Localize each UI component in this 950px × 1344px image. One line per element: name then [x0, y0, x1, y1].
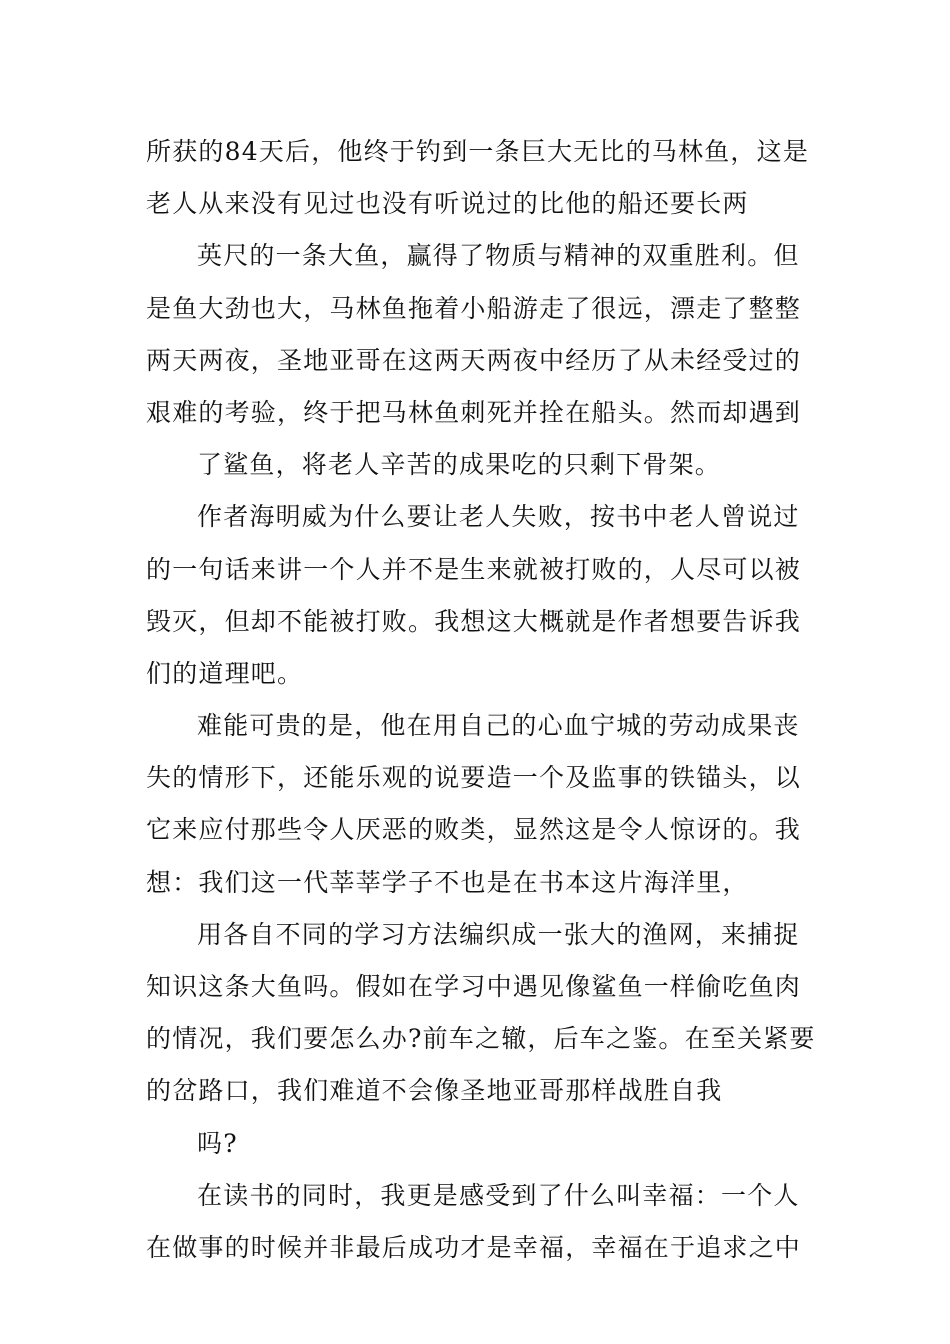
text-line: 作者海明威为什么要让老人失败，按书中老人曾说过	[197, 502, 800, 532]
text-line: 毁灭，但却不能被打败。我想这大概就是作者想要告诉我	[146, 606, 802, 636]
text-line: 知识这条大鱼吗。假如在学习中遇见像鲨鱼一样偷吃鱼肉	[146, 972, 802, 1001]
text-line: 在读书的同时，我更是感受到了什么叫幸福：一个人	[197, 1180, 800, 1210]
text-line: 失的情形下，还能乐观的说要造一个及监事的铁锚头，以	[146, 763, 802, 793]
body-text	[146, 126, 816, 1274]
text-line: 所获的84天后，他终于钓到一条巨大无比的马林鱼，这是	[146, 137, 810, 166]
text-line: 的一句话来讲一个人并不是生来就被打败的，人尽可以被	[146, 554, 802, 584]
text-line: 老人从来没有见过也没有听说过的比他的船还要长两	[146, 189, 749, 219]
text-line: 的情况，我们要怎么办?前车之辙，后车之鉴。在至关紧要	[146, 1024, 816, 1054]
text-line: 了鲨鱼，将老人辛苦的成果吃的只剩下骨架。	[197, 450, 722, 480]
text-line: 两天两夜，圣地亚哥在这两天两夜中经历了从未经受过的	[146, 345, 802, 375]
text-line: 吗?	[197, 1128, 238, 1158]
text-line: 是鱼大劲也大，马林鱼拖着小船游走了很远，漂走了整整	[146, 293, 802, 323]
text-line: 难能可贵的是，他在用自己的心血宁城的劳动成果丧	[197, 711, 800, 741]
text-line: 的岔路口，我们难道不会像圣地亚哥那样战胜自我	[146, 1076, 723, 1106]
text-line: 想：我们这一代莘莘学子不也是在书本这片海洋里，	[146, 867, 749, 897]
text-line: 用各自不同的学习方法编织成一张大的渔网，来捕捉	[197, 919, 800, 949]
text-line: 它来应付那些令人厌恶的败类，显然这是令人惊讶的。我	[146, 815, 802, 845]
text-line: 英尺的一条大鱼，赢得了物质与精神的双重胜利。但	[197, 241, 800, 271]
text-line: 艰难的考验，终于把马林鱼刺死并拴在船头。然而却遇到	[146, 397, 802, 427]
text-line: 在做事的时候并非最后成功才是幸福，幸福在于追求之中	[146, 1232, 802, 1262]
text-line: 们的道理吧。	[146, 658, 304, 688]
